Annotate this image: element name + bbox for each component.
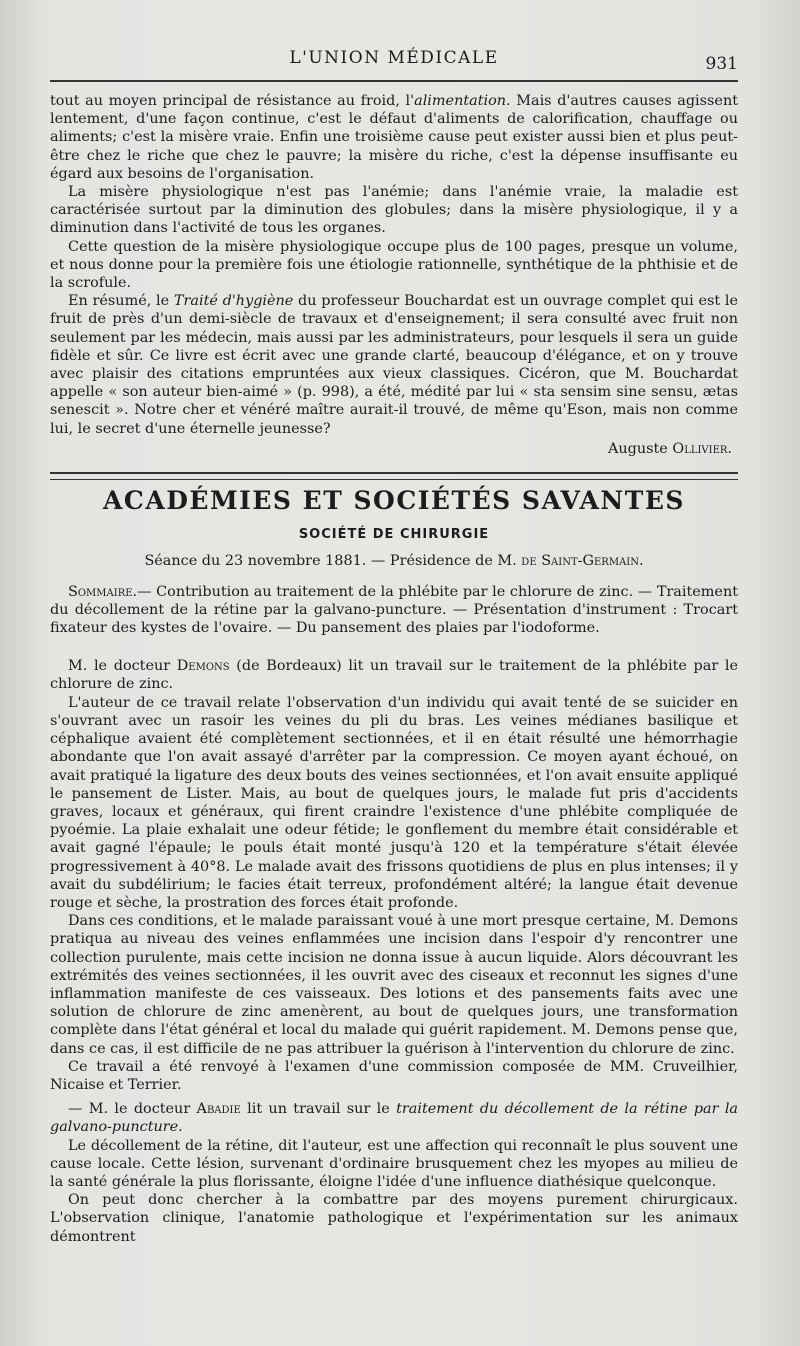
paragraph: Ce travail a été renvoyé à l'examen d'une commission composée de MM. Cruveilhier, Nicaise et Terrier. [50,1058,738,1093]
author-first-name: Auguste [607,440,673,457]
paragraph: On peut donc chercher à la combattre par des moyens purement chirurgicaux. L'observation clinique, l'anatomie pathologique et l'expérimentation sur les animaux démontrent [50,1192,738,1245]
paragraph: L'auteur de ce travail relate l'observation d'un individu qui avait tenté de se suicider en s'ouvrant avec un rasoir les veines du pli du bras. Les veines médianes basilique et céphalique avaient été complètement sectionnées, et il en était résulté une hémorrhagie abondante que l'on avait assayé d'arrêter par la compression. Ce moyen ayant échoué, on avait pratiqué la ligature des deux bouts des veines sectionnées, et l'on avait ensuite appliqué le pansement de Lister. Mais, au bout de quelques jours, le malade fut pris d'accidents graves, locaux et généraux, qui firent craindre l'existence d'une phlébite compliquée de pyoémie. La plaie exhalait une odeur fétide; le gonflement du membre était considérable et avait gagné l'épaule; le pouls était monté jusqu'à 120 et la température s'était élevée progressivement à 40°8. Le malade avait des frissons quotidiens de plus en plus intenses; il y avait du subdélirium; le facies était terreux, profondément altéré; la langue était devenue rouge et sèche, la prostration des forces était profonde. [50,694,739,911]
text-run: En résumé, le [68,293,174,310]
text-run: du professeur Bouchardat est un ouvrage complet qui est le fruit de près d'un demi-siècle de travaux et d'enseignement; il sera consulté avec fruit non seulement par les médecin, mais aussi par les administrateurs, pour lesquels il sera un guide fidèle et sûr. Ce livre est écrit avec une grande clarté, beaucoup d'élégance, et on y trouve avec plaisir des citations empruntées aux vieux classiques. Cicéron, que M. Bouchardat appelle « son auteur bien-aimé » (p. 998), a été, médité par lui « sta sensim sine sensu, ætas senescit ». Notre cher et vénéré maître aurait-il trouvé, de même qu'Eson, mais non comme lui, le secret d'une éternelle jeunesse? [50,293,738,437]
header-rule [50,80,738,82]
summary-text: — Contribution au traitement de la phlébite par le chlorure de zinc. — Traitement du décollement de la rétine par la galvano-puncture. — Présentation d'instrument : Trocart fixateur des kystes de l'ovaire. — Du pansement des plaies par l'iodoforme. [50,583,738,637]
society-heading: SOCIÉTÉ DE CHIRURGIE [298,527,490,543]
summary [50,583,738,638]
section-title: ACADÉMIES ET SOCIÉTÉS SAVANTES [103,486,685,516]
text-run: Mais d'autres causes agissent lentement, d'une façon continue, c'est le défaut d'aliments de calorification, chauffage ou aliments; c'est la misère vraie. Enfin une troisième cause peut exister aussi bien et plus peut-être chez le riche que chez le pauvre; la misère du riche, c'est la dépense insuffisante eu égard aux besoins de l'organisation. [50,93,738,182]
paragraph [50,92,738,183]
italic-text: alimentation. [414,93,511,109]
text-run: (de Bordeaux) lit un travail sur le traitement de la phlébite par le chlorure de zinc. [50,658,738,693]
italic-title: traitement du décollement de la rétine par la galvano-puncture. [50,1101,739,1136]
paragraph: Le décollement de la rétine, dit l'auteur, est une affection qui reconnaît le plus souvent une cause locale. Cette lésion, survenant d'ordinaire brusquement chez les myopes au milieu de la santé générale la plus florissante, éloigne l'idée d'une influence diathésique quelconque. [50,1137,738,1190]
seance-line [50,552,738,570]
page-number: 931 [705,54,738,74]
text-run: lit un travail sur le [240,1101,397,1118]
page-body [50,92,738,1246]
text-run: tout au moyen principal de résistance au froid, l' [50,93,415,109]
paragraph: La misère physiologique n'est pas l'anémie; dans l'anémie vraie, la maladie est caractérisée surtout par la diminution des globules; dans la misère physiologique, il y a diminution dans l'activité de tous les organes. [50,184,738,237]
person-name: Abadie [196,1101,241,1118]
paragraph: Dans ces conditions, et le malade paraissant voué à une mort presque certaine, M. Demons pratiqua au niveau des veines enflammées une incision dans l'espoir d'y rencontrer une collection purulente, mais cette incision ne donna issue à aucun liquide. Alors découvrant les extrémités des veines sectionnées, il les ouvrit avec des ciseaux et reconnut les signes d'une inflammation manifeste de ces vaisseaux. Des lotions et des pansements faits avec une solution de chlorure de zinc amenèrent, au bout de quelques jours, une transformation complète dans l'état général et local du malade qui guérit rapidement. M. Demons pense que, dans ce cas, il est difficile de ne pas attribuer la guérison à l'intervention du chlorure de zinc. [50,913,738,1057]
author-signature [50,440,738,458]
paragraph: Cette question de la misère physiologique occupe plus de 100 pages, presque un volume, et nous donne pour la première fois une étiologie rationnelle, synthétique de la phthisie et de la scrofule. [50,238,738,292]
summary-label: Sommaire. [68,583,138,600]
president-name: de Saint-Germain. [521,553,644,570]
text-run: Séance du 23 novembre 1881. — Présidence de M. [144,553,522,570]
book-title: Traité d'hygiène [173,293,294,310]
author-last-name: Ollivier. [672,440,732,457]
text-run: M. le docteur [68,658,177,675]
spacer [50,647,738,657]
paragraph [50,1100,738,1136]
paragraph [50,657,738,693]
paragraph [50,292,738,438]
text-run: — M. le docteur [68,1101,197,1118]
running-title: L'UNION MÉDICALE [289,48,499,68]
section-divider [50,472,738,480]
person-name: Demons [176,658,230,675]
running-head [50,48,738,78]
